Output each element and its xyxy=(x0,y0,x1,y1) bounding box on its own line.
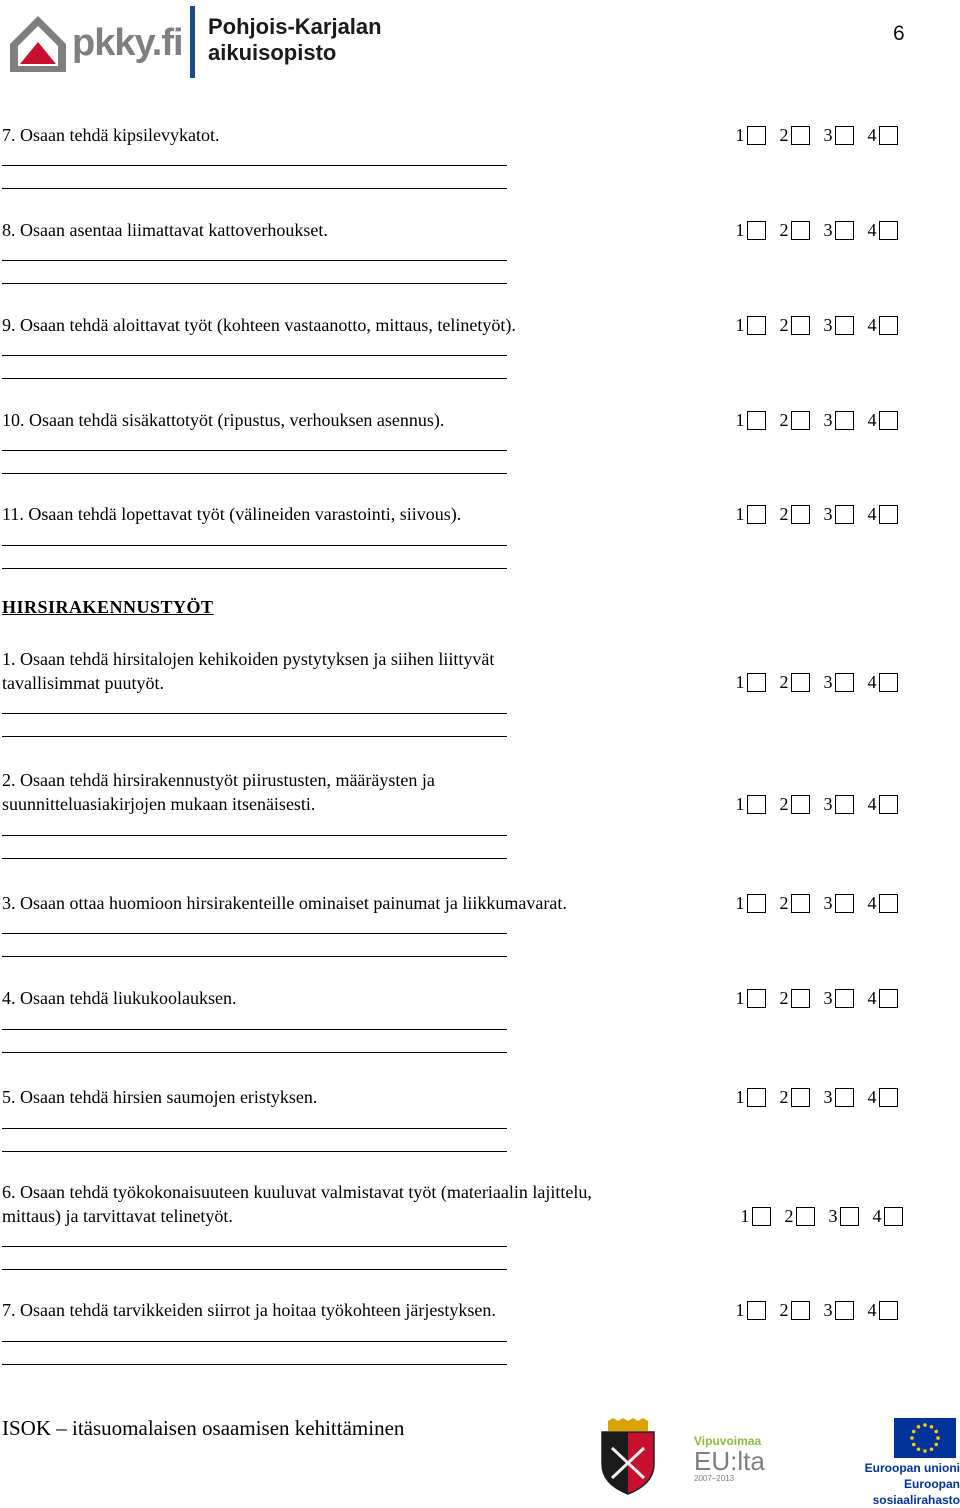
rating-checkbox-4[interactable] xyxy=(879,316,898,335)
rating-checkbox-1[interactable] xyxy=(747,795,766,814)
answer-line[interactable] xyxy=(2,165,507,166)
answer-line[interactable] xyxy=(2,473,507,474)
question-text-line-1: 6. Osaan tehdä työkokonaisuuteen kuuluvat valmistavat työt (materiaalin lajittelu, xyxy=(2,1182,592,1202)
logo-line-1: Pohjois-Karjalan xyxy=(208,14,382,39)
rating-label-3: 3 xyxy=(823,314,833,335)
coat-of-arms-icon xyxy=(598,1418,658,1496)
answer-line[interactable] xyxy=(2,283,507,284)
question-text: 7. Osaan tehdä tarvikkeiden siirrot ja hoitaa työkohteen järjestyksen. xyxy=(2,1300,496,1320)
rating-checkbox-2[interactable] xyxy=(791,989,810,1008)
answer-line[interactable] xyxy=(2,1052,507,1053)
question-text-line-2: mittaus) ja tarvittavat telinetyöt. xyxy=(2,1206,233,1226)
rating-checkbox-3[interactable] xyxy=(835,316,854,335)
question-text: 9. Osaan tehdä aloittavat työt (kohteen vastaanotto, mittaus, telinetyöt). xyxy=(2,315,516,335)
rating-label-2: 2 xyxy=(779,124,789,145)
rating-checkbox-3[interactable] xyxy=(835,894,854,913)
rating-scale xyxy=(735,219,898,241)
rating-checkbox-4[interactable] xyxy=(879,894,898,913)
answer-line[interactable] xyxy=(2,378,507,379)
eu-star xyxy=(917,1425,921,1429)
rating-checkbox-2[interactable] xyxy=(791,505,810,524)
rating-label-4: 4 xyxy=(867,987,877,1008)
rating-scale xyxy=(735,987,898,1009)
rating-label-3: 3 xyxy=(823,793,833,814)
rating-label-3: 3 xyxy=(823,409,833,430)
answer-line[interactable] xyxy=(2,1364,507,1365)
rating-checkbox-1[interactable] xyxy=(747,1301,766,1320)
answer-line[interactable] xyxy=(2,188,507,189)
rating-checkbox-3[interactable] xyxy=(840,1207,859,1226)
eu-star xyxy=(923,1449,927,1453)
eu-flag-icon xyxy=(894,1418,956,1458)
question-text: 10. Osaan tehdä sisäkattotyöt (ripustus, verhouksen asennus). xyxy=(2,410,445,430)
rating-scale xyxy=(740,1205,903,1227)
rating-label-2: 2 xyxy=(779,793,789,814)
rating-checkbox-4[interactable] xyxy=(879,221,898,240)
logo-divider xyxy=(190,6,195,78)
question-text: 4. Osaan tehdä liukukoolauksen. xyxy=(2,988,237,1008)
rating-label-2: 2 xyxy=(779,409,789,430)
rating-checkbox-1[interactable] xyxy=(747,989,766,1008)
rating-label-1: 1 xyxy=(735,987,745,1008)
question-text: 8. Osaan asentaa liimattavat kattoverhoukset. xyxy=(2,220,328,240)
rating-checkbox-3[interactable] xyxy=(835,221,854,240)
rating-label-2: 2 xyxy=(779,219,789,240)
rating-checkbox-1[interactable] xyxy=(747,894,766,913)
rating-label-1: 1 xyxy=(735,1299,745,1320)
rating-label-4: 4 xyxy=(867,671,877,692)
vipu-line-1: Vipuvoimaa xyxy=(694,1434,762,1448)
question-text: 5. Osaan tehdä hirsien saumojen eristyksen. xyxy=(2,1087,318,1107)
rating-checkbox-2[interactable] xyxy=(791,316,810,335)
rating-checkbox-2[interactable] xyxy=(791,795,810,814)
rating-label-4: 4 xyxy=(867,219,877,240)
question-text: 7. Osaan tehdä kipsilevykatot. xyxy=(2,125,220,145)
rating-checkbox-1[interactable] xyxy=(747,221,766,240)
rating-scale xyxy=(735,1086,898,1108)
rating-label-1: 1 xyxy=(740,1205,750,1226)
rating-checkbox-3[interactable] xyxy=(835,1088,854,1107)
rating-checkbox-1[interactable] xyxy=(747,126,766,145)
rating-checkbox-3[interactable] xyxy=(835,795,854,814)
rating-label-1: 1 xyxy=(735,1086,745,1107)
eu-line-1: Euroopan unioni xyxy=(864,1461,960,1475)
vipu-line-2: EU:lta xyxy=(694,1446,765,1476)
house-logo-icon xyxy=(6,8,70,76)
answer-line[interactable] xyxy=(2,450,507,451)
rating-label-3: 3 xyxy=(823,671,833,692)
eu-star xyxy=(917,1447,921,1451)
question-text-line-2: tavallisimmat puutyöt. xyxy=(2,673,164,693)
answer-line[interactable] xyxy=(2,568,507,569)
rating-label-1: 1 xyxy=(735,793,745,814)
rating-scale xyxy=(735,671,898,693)
rating-label-2: 2 xyxy=(779,987,789,1008)
rating-checkbox-3[interactable] xyxy=(835,1301,854,1320)
rating-checkbox-2[interactable] xyxy=(791,673,810,692)
answer-line[interactable] xyxy=(2,1246,507,1247)
rating-label-3: 3 xyxy=(823,219,833,240)
rating-scale xyxy=(735,409,898,431)
rating-label-4: 4 xyxy=(867,314,877,335)
question-text: 11. Osaan tehdä lopettavat työt (välineiden varastointi, siivous). xyxy=(2,504,462,524)
rating-label-1: 1 xyxy=(735,219,745,240)
pkky-logo xyxy=(6,8,181,76)
rating-label-2: 2 xyxy=(779,671,789,692)
rating-checkbox-4[interactable] xyxy=(879,411,898,430)
footer-project-title: ISOK – itäsuomalaisen osaamisen kehittäminen xyxy=(2,1416,405,1440)
rating-label-1: 1 xyxy=(735,409,745,430)
eu-logo-text xyxy=(818,1460,960,1508)
aikuisopisto-logo xyxy=(208,14,382,66)
question-text: 3. Osaan ottaa huomioon hirsirakenteille ominaiset painumat ja liikkumavarat. xyxy=(2,893,567,913)
eu-star xyxy=(923,1423,927,1427)
rating-checkbox-3[interactable] xyxy=(835,505,854,524)
rating-label-2: 2 xyxy=(779,1299,789,1320)
eu-star xyxy=(910,1436,914,1440)
answer-line[interactable] xyxy=(2,1269,507,1270)
rating-label-2: 2 xyxy=(779,1086,789,1107)
answer-line[interactable] xyxy=(2,1151,507,1152)
rating-label-4: 4 xyxy=(867,503,877,524)
rating-label-3: 3 xyxy=(823,503,833,524)
rating-checkbox-1[interactable] xyxy=(752,1207,771,1226)
rating-label-2: 2 xyxy=(779,892,789,913)
eu-star xyxy=(930,1447,934,1451)
answer-line[interactable] xyxy=(2,355,507,356)
rating-label-3: 3 xyxy=(823,1086,833,1107)
question-text-line-1: 1. Osaan tehdä hirsitalojen kehikoiden pystytyksen ja siihen liittyvät xyxy=(2,649,495,669)
rating-label-4: 4 xyxy=(867,1299,877,1320)
logo-line-2: aikuisopisto xyxy=(208,40,337,65)
rating-checkbox-4[interactable] xyxy=(879,989,898,1008)
rating-checkbox-2[interactable] xyxy=(791,126,810,145)
rating-checkbox-4[interactable] xyxy=(879,1301,898,1320)
rating-checkbox-4[interactable] xyxy=(884,1207,903,1226)
eu-star xyxy=(912,1430,916,1434)
answer-line[interactable] xyxy=(2,1128,507,1129)
rating-checkbox-1[interactable] xyxy=(747,411,766,430)
rating-label-4: 4 xyxy=(867,793,877,814)
rating-checkbox-2[interactable] xyxy=(791,1088,810,1107)
answer-line[interactable] xyxy=(2,956,507,957)
rating-label-3: 3 xyxy=(823,1299,833,1320)
answer-line[interactable] xyxy=(2,835,507,836)
eu-line-2: Euroopan sosiaalirahasto xyxy=(872,1477,960,1507)
rating-checkbox-4[interactable] xyxy=(879,505,898,524)
rating-label-3: 3 xyxy=(823,892,833,913)
rating-label-4: 4 xyxy=(867,892,877,913)
rating-checkbox-3[interactable] xyxy=(835,411,854,430)
rating-checkbox-2[interactable] xyxy=(791,894,810,913)
rating-checkbox-1[interactable] xyxy=(747,316,766,335)
eu-star xyxy=(936,1436,940,1440)
rating-label-4: 4 xyxy=(872,1205,882,1226)
rating-checkbox-2[interactable] xyxy=(791,1301,810,1320)
rating-checkbox-1[interactable] xyxy=(747,505,766,524)
rating-checkbox-3[interactable] xyxy=(835,989,854,1008)
rating-checkbox-1[interactable] xyxy=(747,673,766,692)
page-number: 6 xyxy=(893,22,905,45)
rating-checkbox-4[interactable] xyxy=(879,1088,898,1107)
rating-checkbox-4[interactable] xyxy=(879,795,898,814)
rating-label-1: 1 xyxy=(735,314,745,335)
eu-star xyxy=(912,1443,916,1447)
rating-label-1: 1 xyxy=(735,892,745,913)
rating-label-4: 4 xyxy=(867,124,877,145)
rating-checkbox-3[interactable] xyxy=(835,673,854,692)
rating-scale xyxy=(735,503,898,525)
rating-label-1: 1 xyxy=(735,124,745,145)
rating-checkbox-1[interactable] xyxy=(747,1088,766,1107)
rating-scale xyxy=(735,892,898,914)
section-heading: HIRSIRAKENNUSTYÖT xyxy=(2,597,214,617)
answer-line[interactable] xyxy=(2,858,507,859)
rating-label-2: 2 xyxy=(779,314,789,335)
rating-checkbox-2[interactable] xyxy=(791,411,810,430)
pkky-wordmark: pkky.fi xyxy=(72,22,183,64)
question-text-line-1: 2. Osaan tehdä hirsirakennustyöt piirustusten, määräysten ja xyxy=(2,770,435,790)
rating-scale xyxy=(735,793,898,815)
answer-line[interactable] xyxy=(2,933,507,934)
eu-star xyxy=(934,1443,938,1447)
vipu-years: 2007–2013 xyxy=(694,1474,735,1483)
eu-star xyxy=(930,1425,934,1429)
rating-label-3: 3 xyxy=(828,1205,838,1226)
rating-checkbox-3[interactable] xyxy=(835,126,854,145)
answer-line[interactable] xyxy=(2,713,507,714)
answer-line[interactable] xyxy=(2,736,507,737)
rating-label-3: 3 xyxy=(823,987,833,1008)
vipuvoimaa-logo xyxy=(694,1434,794,1490)
rating-label-2: 2 xyxy=(784,1205,794,1226)
question-text-line-2: suunnitteluasiakirjojen mukaan itsenäisesti. xyxy=(2,794,316,814)
answer-line[interactable] xyxy=(2,1341,507,1342)
rating-checkbox-4[interactable] xyxy=(879,126,898,145)
answer-line[interactable] xyxy=(2,260,507,261)
rating-checkbox-4[interactable] xyxy=(879,673,898,692)
rating-checkbox-2[interactable] xyxy=(796,1207,815,1226)
rating-label-4: 4 xyxy=(867,409,877,430)
rating-label-3: 3 xyxy=(823,124,833,145)
answer-line[interactable] xyxy=(2,1029,507,1030)
rating-label-4: 4 xyxy=(867,1086,877,1107)
answer-line[interactable] xyxy=(2,545,507,546)
rating-scale xyxy=(735,1299,898,1321)
rating-scale xyxy=(735,124,898,146)
rating-label-1: 1 xyxy=(735,503,745,524)
rating-checkbox-2[interactable] xyxy=(791,221,810,240)
rating-scale xyxy=(735,314,898,336)
eu-star xyxy=(934,1430,938,1434)
rating-label-2: 2 xyxy=(779,503,789,524)
rating-label-1: 1 xyxy=(735,671,745,692)
